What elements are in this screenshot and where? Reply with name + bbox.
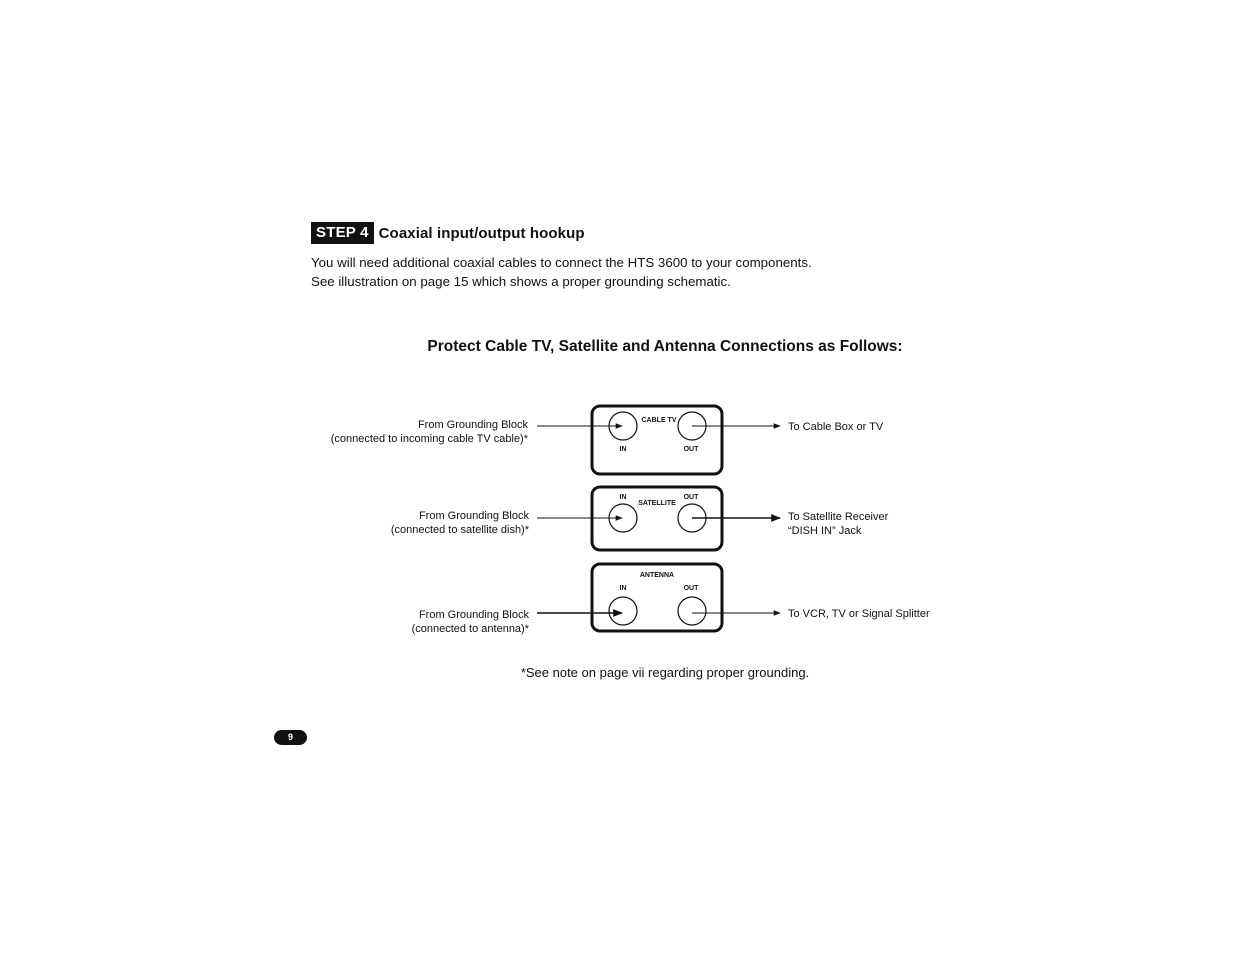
cable-from-label: From Grounding Block: [417, 419, 528, 431]
step-badge: STEP 4: [311, 222, 374, 244]
satellite-out-label: OUT: [683, 494, 699, 501]
antenna-to-label: To VCR, TV or Signal Splitter: [788, 608, 930, 620]
section-subheading: Protect Cable TV, Satellite and Antenna Connections as Follows:: [427, 338, 903, 355]
antenna-out-connector-icon: [678, 597, 706, 625]
satellite-panel: [391, 487, 889, 550]
cable-tv-label: CABLE TV: [641, 417, 677, 424]
satellite-to-note: “DISH IN” Jack: [788, 525, 862, 537]
satellite-label: SATELLITE: [638, 500, 676, 507]
cable-out-label: OUT: [683, 446, 699, 453]
cable-tv-panel: [331, 406, 884, 474]
antenna-out-label: OUT: [683, 585, 699, 592]
antenna-from-note: (connected to antenna)*: [411, 623, 529, 635]
step-title: Coaxial input/output hookup: [378, 224, 585, 242]
grounding-footnote: *See note on page vii regarding proper grounding.: [520, 665, 810, 680]
intro-line-1: You will need additional coaxial cables to connect the HTS 3600 to your components.: [311, 255, 812, 270]
satellite-in-label: IN: [619, 494, 627, 501]
satellite-from-note: (connected to satellite dish)*: [390, 524, 529, 536]
antenna-panel: [412, 564, 930, 635]
antenna-in-label: IN: [619, 585, 627, 592]
cable-in-label: IN: [619, 446, 627, 453]
satellite-from-label: From Grounding Block: [418, 510, 529, 522]
antenna-label: ANTENNA: [639, 572, 675, 579]
cable-from-note: (connected to incoming cable TV cable)*: [330, 433, 528, 445]
satellite-to-label: To Satellite Receiver: [788, 511, 889, 523]
antenna-in-connector-icon: [609, 597, 637, 625]
intro-line-2: See illustration on page 15 which shows a proper grounding schematic.: [311, 274, 731, 289]
antenna-from-label: From Grounding Block: [418, 609, 529, 621]
cable-to-label: To Cable Box or TV: [788, 421, 884, 433]
page-number: 9: [274, 730, 307, 745]
